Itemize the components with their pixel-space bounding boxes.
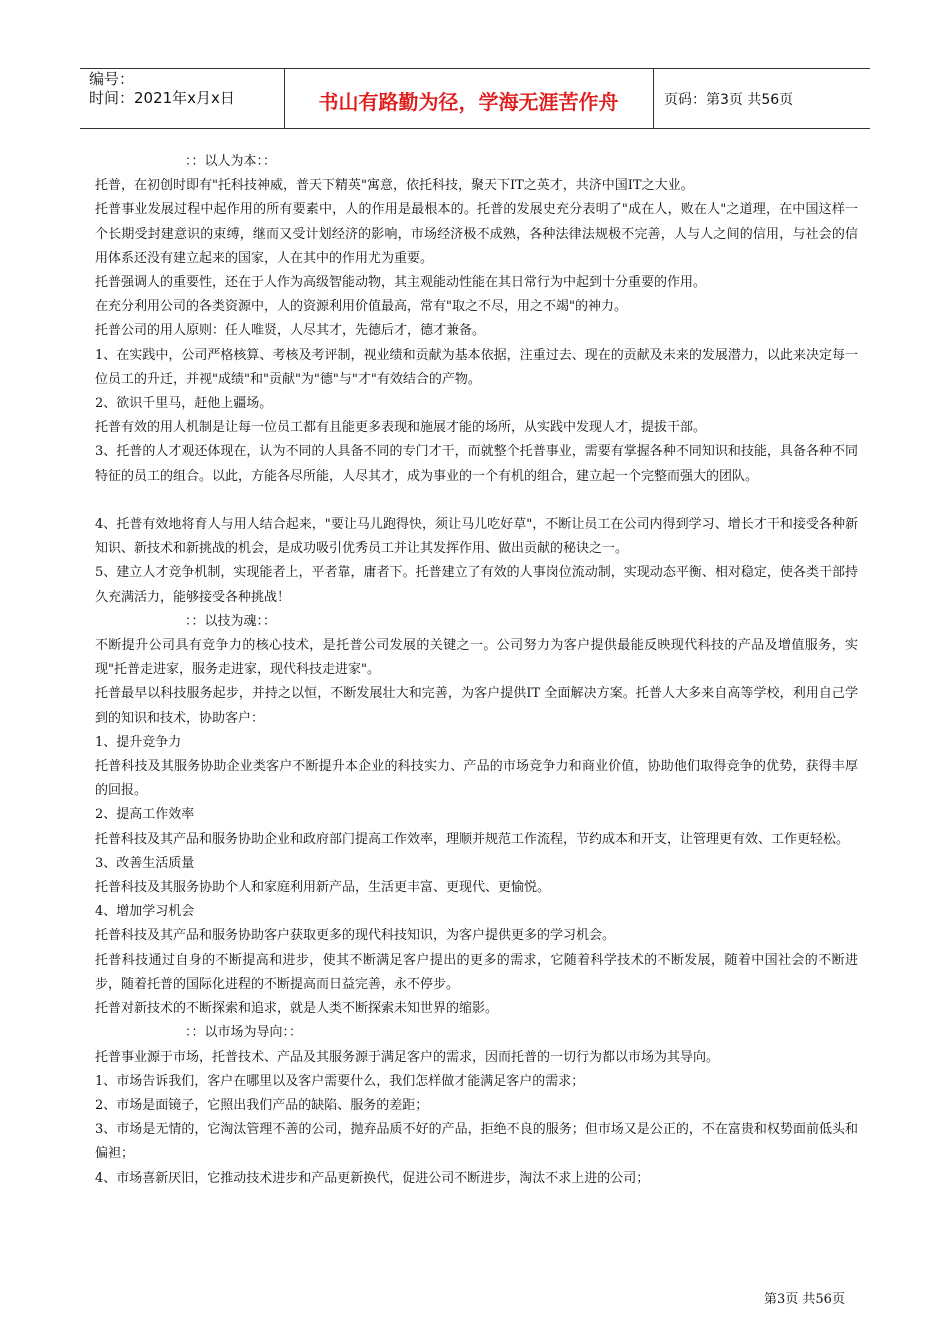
paragraph: 托普有效的用人机制是让每一位员工都有且能更多表现和施展才能的场所，从实践中发现人才，提拔干部。 bbox=[95, 420, 707, 436]
paragraph: 1、市场告诉我们，客户在哪里以及客户需要什么，我们怎样做才能满足客户的需求； bbox=[95, 1073, 585, 1089]
header-number: 编号： bbox=[89, 70, 135, 88]
paragraph: 4、托普有效地将育人与用人结合起来，"要让马儿跑得快，须让马儿吃好草"，不断让员工在公司内得到学习、增长才干和接受各种新知识、新技术和新挑战的机会，是成功吸引优秀员工并让其发挥作用、做出贡献的秘诀之一。 bbox=[95, 517, 858, 557]
paragraph: 1、在实践中，公司严格核算、考核及考评制，视业绩和贡献为基本依据，注重过去、现在的贡献及未来的发展潜力，以此来决定每一位员工的升迁，并视"成绩"和"贡献"为"德"与"才"有效结合的产物。 bbox=[95, 347, 858, 387]
header-divider-right bbox=[653, 68, 654, 128]
header-time: 时间：2021年x月x日 bbox=[89, 89, 235, 107]
paragraph: 托普公司的用人原则：任人唯贤，人尽其才，先德后才，德才兼备。 bbox=[95, 323, 486, 339]
paragraph: 托普科技通过自身的不断提高和进步，使其不断满足客户提出的更多的需求，它随着科学技术的不断发展，随着中国社会的不断进步，随着托普的国际化进程的不断提高而日益完善，永不停步。 bbox=[95, 952, 858, 992]
paragraph: 托普科技及其服务协助企业类客户不断提升本企业的科技实力、产品的市场竞争力和商业价值，协助他们取得竞争的优势，获得丰厚的回报。 bbox=[95, 759, 858, 799]
paragraph: 不断提升公司具有竞争力的核心技术，是托普公司发展的关键之一。公司努力为客户提供最能反映现代科技的产品及增值服务，实现"托普走进家，服务走进家，现代科技走进家"。 bbox=[95, 638, 858, 678]
paragraph: 3、市场是无情的，它淘汰管理不善的公司，抛弃品质不好的产品，拒绝不良的服务；但市场又是公正的，不在富贵和权势面前低头和偏袒； bbox=[95, 1122, 858, 1162]
paragraph: 托普科技及其产品和服务协助企业和政府部门提高工作效率，理顺并规范工作流程，节约成本和开支，让管理更有效、工作更轻松。 bbox=[95, 831, 850, 847]
paragraph: 托普最早以科技服务起步，并持之以恒，不断发展壮大和完善，为客户提供IT 全面解决方案。托普人大多来自高等学校，利用自己学到的知识和技术，协助客户： bbox=[95, 686, 858, 726]
paragraph: 4、增加学习机会 bbox=[95, 904, 195, 920]
paragraph: 托普事业源于市场，托普技术、产品及其服务源于满足客户的需求，因而托普的一切行为都以市场为其导向。 bbox=[95, 1049, 720, 1065]
header-page-number: 页码：第3页 共56页 bbox=[664, 92, 794, 108]
paragraph: 托普事业发展过程中起作用的所有要素中，人的作用是最根本的。托普的发展史充分表明了"成在人，败在人"之道理，在中国这样一个长期受封建意识的束缚，继而又受计划经济的影响，市场经济极不成熟，各种法律法规极不完善，人与人之间的信用，与社会的信用体系还没有建立起来的国家，人在其中的作用尤为重要。 bbox=[95, 202, 858, 266]
paragraph: 2、市场是面镜子，它照出我们产品的缺陷、服务的差距； bbox=[95, 1097, 429, 1113]
paragraph: 在充分利用公司的各类资源中，人的资源利用价值最高，常有"取之不尽，用之不竭"的神力。 bbox=[95, 299, 627, 315]
blank-line bbox=[95, 489, 858, 513]
paragraph: 托普对新技术的不断探索和追求，就是人类不断探索未知世界的缩影。 bbox=[95, 1001, 499, 1017]
section-heading: ：：以市场为导向：： bbox=[185, 1025, 303, 1041]
header-bottom-rule bbox=[80, 128, 870, 129]
paragraph: 4、市场喜新厌旧，它推动技术进步和产品更新换代，促进公司不断进步，淘汰不求上进的公司； bbox=[95, 1170, 650, 1186]
paragraph: 3、托普的人才观还体现在，认为不同的人具备不同的专门才干，而就整个托普事业，需要有掌握各种不同知识和技能，具备各种不同特征的员工的组合。以此，方能各尽所能，人尽其才，成为事业的一个有机的组合，建立起一个完整而强大的团队。 bbox=[95, 444, 858, 484]
paragraph: 托普，在初创时即有"托科技神威，普天下精英"寓意，依托科技，聚天下IT之英才，共济中国IT之大业。 bbox=[95, 178, 694, 194]
paragraph: 托普科技及其产品和服务协助客户获取更多的现代科技知识，为客户提供更多的学习机会。 bbox=[95, 928, 616, 944]
paragraph: 5、建立人才竞争机制，实现能者上，平者靠，庸者下。托普建立了有效的人事岗位流动制，实现动态平衡、相对稳定，使各类干部持久充满活力，能够接受各种挑战！ bbox=[95, 565, 858, 605]
header-meta bbox=[89, 70, 235, 108]
paragraph: 托普强调人的重要性，还在于人作为高级智能动物，其主观能动性能在其日常行为中起到十分重要的作用。 bbox=[95, 275, 707, 291]
paragraph: 托普科技及其服务协助个人和家庭利用新产品，生活更丰富、更现代、更愉悦。 bbox=[95, 880, 551, 896]
footer-page-number: 第3页 共56页 bbox=[764, 1292, 845, 1307]
paragraph: 3、改善生活质量 bbox=[95, 855, 195, 871]
paragraph: 2、欲识千里马，赶他上疆场。 bbox=[95, 396, 273, 412]
paragraph: 2、提高工作效率 bbox=[95, 807, 195, 823]
section-heading: ：：以技为魂：： bbox=[185, 613, 277, 629]
document-body bbox=[95, 150, 858, 1191]
header-motto: 书山有路勤为径，学海无涯苦作舟 bbox=[318, 90, 619, 114]
paragraph: 1、提升竞争力 bbox=[95, 734, 182, 750]
header-top-rule bbox=[80, 68, 870, 69]
section-heading: ：：以人为本：： bbox=[185, 154, 277, 169]
